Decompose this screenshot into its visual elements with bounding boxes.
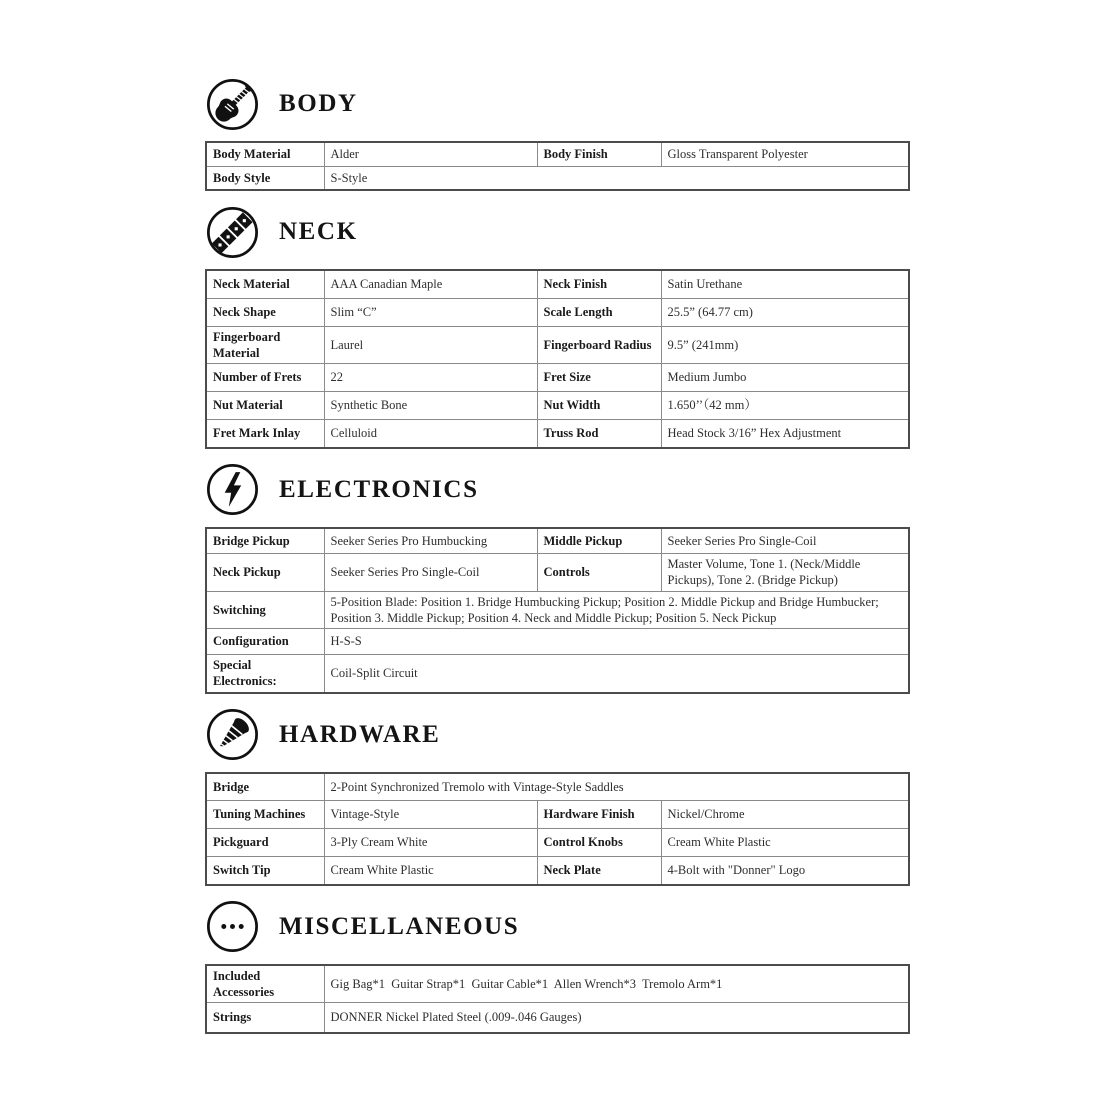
spec-label: Pickguard (206, 829, 324, 857)
section-body-header (205, 76, 909, 132)
spec-value: Laurel (324, 326, 537, 364)
spec-value: Vintage-Style (324, 801, 537, 829)
spec-value: Nickel/Chrome (661, 801, 909, 829)
spec-label: Nut Material (206, 392, 324, 420)
spec-value: 9.5” (241mm) (661, 326, 909, 364)
spec-label: Middle Pickup (537, 528, 661, 554)
spec-value: Cream White Plastic (661, 829, 909, 857)
table-row (206, 591, 909, 629)
lightning-bolt-icon (205, 462, 260, 517)
spec-label: Fingerboard Material (206, 326, 324, 364)
electronics-spec-table (205, 527, 910, 694)
table-row (206, 801, 909, 829)
miscellaneous-spec-table (205, 964, 910, 1034)
table-row (206, 364, 909, 392)
ellipsis-icon (205, 899, 260, 954)
guitar-icon (205, 77, 260, 132)
spec-label: Configuration (206, 629, 324, 655)
body-spec-table (205, 141, 910, 191)
spec-label: Bridge (206, 773, 324, 801)
spec-label: Truss Rod (537, 420, 661, 448)
spec-value: Satin Urethane (661, 270, 909, 298)
section-miscellaneous-header (205, 899, 909, 955)
spec-value: Alder (324, 142, 537, 166)
spec-label: Fret Mark Inlay (206, 420, 324, 448)
spec-label: Bridge Pickup (206, 528, 324, 554)
spec-label: Controls (537, 554, 661, 592)
table-row (206, 1003, 909, 1033)
spec-label: Tuning Machines (206, 801, 324, 829)
spec-sheet (205, 0, 909, 1034)
spec-value: S-Style (324, 166, 909, 190)
spec-value: H-S-S (324, 629, 909, 655)
table-row (206, 166, 909, 190)
section-title: HARDWARE (279, 720, 441, 748)
screw-icon (205, 707, 260, 762)
spec-value: Head Stock 3/16” Hex Adjustment (661, 420, 909, 448)
spec-value: AAA Canadian Maple (324, 270, 537, 298)
table-row (206, 420, 909, 448)
spec-value: Celluloid (324, 420, 537, 448)
section-miscellaneous (205, 899, 909, 1034)
spec-value: Seeker Series Pro Humbucking (324, 528, 537, 554)
spec-label: Neck Plate (537, 857, 661, 885)
spec-label: Body Style (206, 166, 324, 190)
table-row (206, 392, 909, 420)
spec-label: Neck Pickup (206, 554, 324, 592)
table-row (206, 142, 909, 166)
section-hardware-header (205, 707, 909, 763)
spec-value: Medium Jumbo (661, 364, 909, 392)
table-row (206, 270, 909, 298)
neck-spec-table (205, 269, 910, 449)
spec-label: Fret Size (537, 364, 661, 392)
section-neck (205, 204, 909, 449)
spec-label: Number of Frets (206, 364, 324, 392)
spec-value: Synthetic Bone (324, 392, 537, 420)
spec-value: Master Volume, Tone 1. (Neck/Middle Pickups), Tone 2. (Bridge Pickup) (661, 554, 909, 592)
table-row (206, 857, 909, 885)
section-body (205, 76, 909, 191)
table-row (206, 298, 909, 326)
spec-value: 4-Bolt with "Donner" Logo (661, 857, 909, 885)
section-electronics (205, 462, 909, 694)
spec-label: Body Material (206, 142, 324, 166)
spec-value: Coil-Split Circuit (324, 655, 909, 693)
spec-label: Hardware Finish (537, 801, 661, 829)
spec-value: 5-Position Blade: Position 1. Bridge Humbucking Pickup; Position 2. Middle Pickup and Bridge Humbucker; Position 3. Middle Pickup; Position 4. Neck and Middle Pickup; Position 5. Neck Pickup (324, 591, 909, 629)
spec-value: Seeker Series Pro Single-Coil (324, 554, 537, 592)
spec-value: 1.650’’（42 mm） (661, 392, 909, 420)
table-row (206, 965, 909, 1003)
section-title: NECK (279, 218, 358, 245)
spec-label: Nut Width (537, 392, 661, 420)
spec-label: Fingerboard Radius (537, 326, 661, 364)
spec-label: Neck Material (206, 270, 324, 298)
table-row (206, 773, 909, 801)
fretboard-icon (205, 205, 260, 260)
spec-label: Switching (206, 591, 324, 629)
table-row (206, 528, 909, 554)
spec-label: Switch Tip (206, 857, 324, 885)
spec-value: Gig Bag*1 Guitar Strap*1 Guitar Cable*1 Allen Wrench*3 Tremolo Arm*1 (324, 965, 909, 1003)
section-title: MISCELLANEOUS (279, 912, 520, 940)
section-neck-header (205, 204, 909, 260)
spec-value: Seeker Series Pro Single-Coil (661, 528, 909, 554)
hardware-spec-table (205, 772, 910, 886)
spec-label: Neck Shape (206, 298, 324, 326)
spec-value: 3-Ply Cream White (324, 829, 537, 857)
section-title: BODY (279, 90, 358, 117)
table-row (206, 655, 909, 693)
spec-value: Cream White Plastic (324, 857, 537, 885)
spec-label: Special Electronics: (206, 655, 324, 693)
spec-value: DONNER Nickel Plated Steel (.009-.046 Gauges) (324, 1003, 909, 1033)
spec-label: Control Knobs (537, 829, 661, 857)
spec-value: 2-Point Synchronized Tremolo with Vintage-Style Saddles (324, 773, 909, 801)
spec-value: 25.5” (64.77 cm) (661, 298, 909, 326)
spec-label: Included Accessories (206, 965, 324, 1003)
table-row (206, 326, 909, 364)
spec-label: Scale Length (537, 298, 661, 326)
spec-label: Body Finish (537, 142, 661, 166)
section-hardware (205, 707, 909, 886)
spec-label: Neck Finish (537, 270, 661, 298)
spec-label: Strings (206, 1003, 324, 1033)
table-row (206, 629, 909, 655)
spec-value: Gloss Transparent Polyester (661, 142, 909, 166)
section-title: ELECTRONICS (279, 475, 479, 503)
section-electronics-header (205, 462, 909, 518)
table-row (206, 829, 909, 857)
spec-value: Slim “C” (324, 298, 537, 326)
spec-value: 22 (324, 364, 537, 392)
table-row (206, 554, 909, 592)
